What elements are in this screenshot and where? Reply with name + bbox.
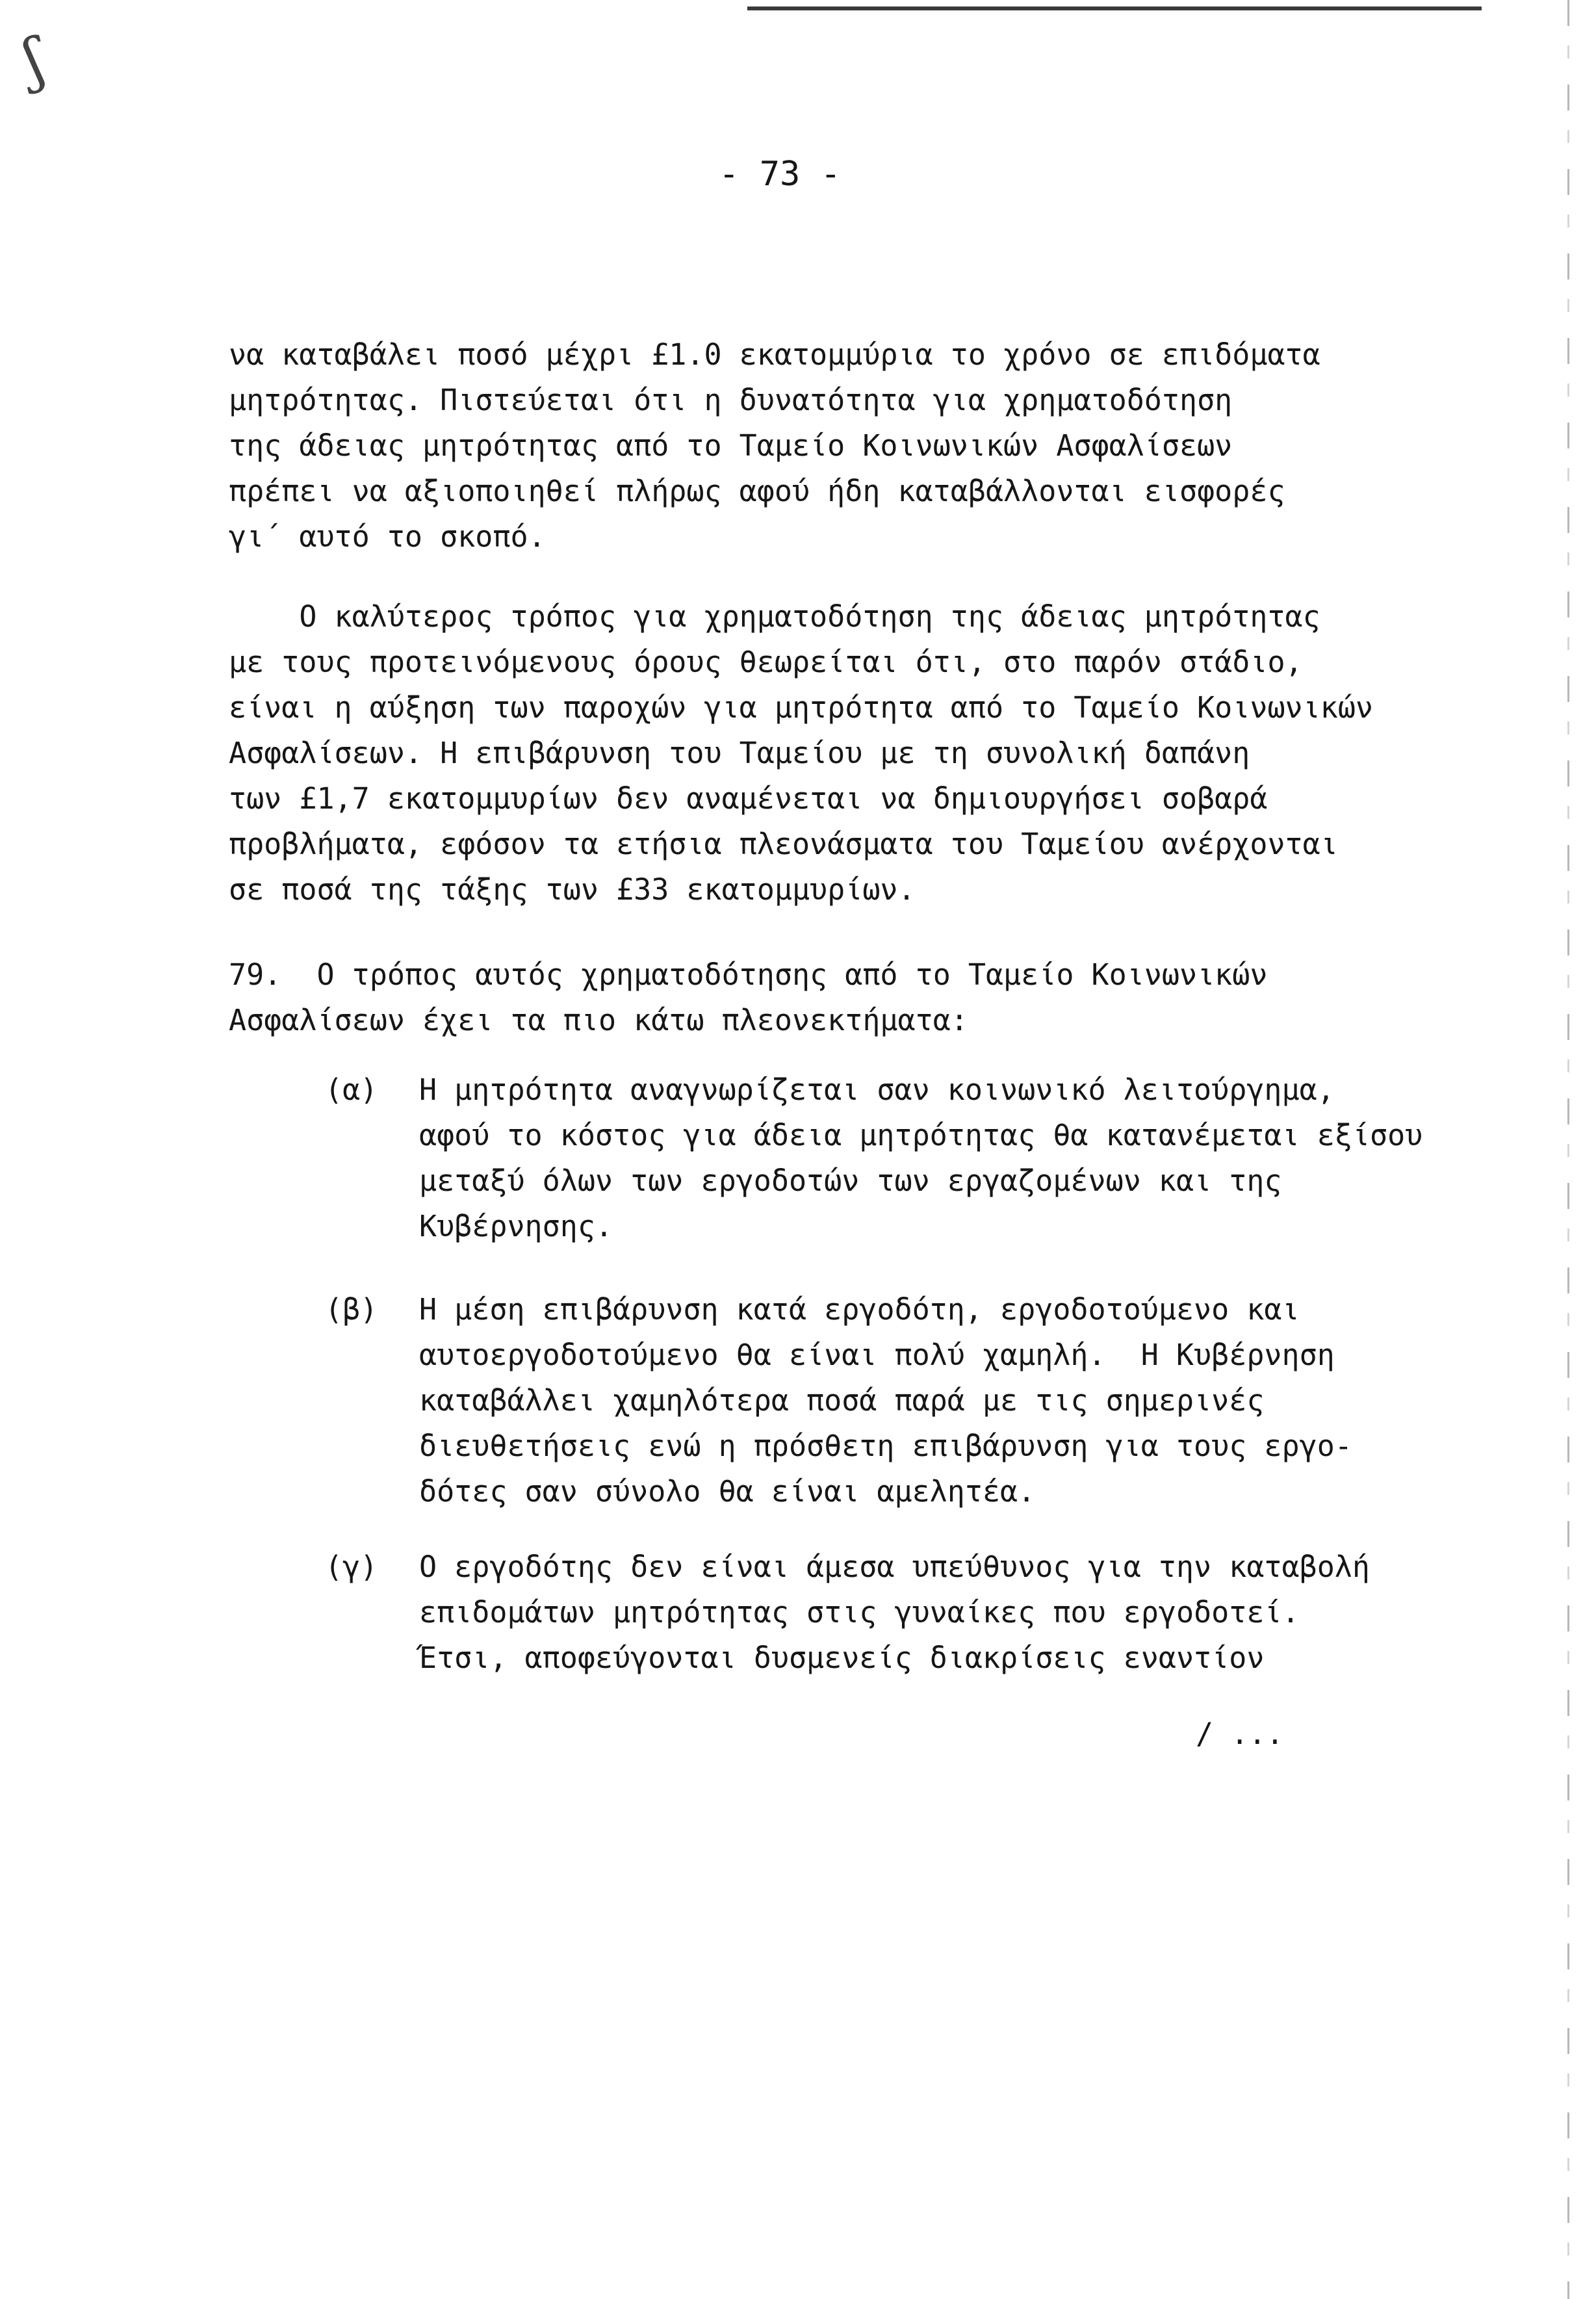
text-line: Η μέση επιβάρυνση κατά εργοδότη, εργοδοτούμενο και <box>419 1292 1300 1327</box>
text-line: Ο εργοδότης δεν είναι άμεσα υπεύθυνος για την καταβολή <box>419 1550 1370 1584</box>
text-line: Ασφαλίσεων έχει τα πιο κάτω πλεονεκτήματα: <box>229 1003 968 1037</box>
text-line: είναι η αύξηση των παροχών για μητρότητα από το Ταμείο Κοινωνικών <box>229 690 1373 725</box>
text-line: των £1,7 εκατομμυρίων δεν αναμένεται να δημιουργήσει σοβαρά <box>229 781 1268 816</box>
text-line: με τους προτεινόμενους όρους θεωρείται ότι, στο παρόν στάδιο, <box>229 645 1303 679</box>
text-line: αυτοεργοδοτούμενο θα είναι πολύ χαμηλή. Η Κυβέρνηση <box>419 1338 1335 1372</box>
text-line: επιδομάτων μητρότητας στις γυναίκες που εργοδοτεί. <box>419 1595 1300 1630</box>
text-line: 79. Ο τρόπος αυτός χρηματοδότησης από το Ταμείο Κοινωνικών <box>229 957 1268 992</box>
scan-mark: ʃ <box>17 25 51 96</box>
text-line: Έτσι, αποφεύγονται δυσμενείς διακρίσεις εναντίον <box>419 1641 1265 1675</box>
text-line: Κυβέρνησης. <box>419 1209 613 1243</box>
text-line: καταβάλλει χαμηλότερα ποσά παρά με τις σημερινές <box>419 1383 1265 1418</box>
text-line: δότες σαν σύνολο θα είναι αμελητέα. <box>419 1474 1036 1509</box>
list-marker: (β) <box>325 1292 378 1327</box>
list-marker: (γ) <box>325 1550 378 1584</box>
text-line: διευθετήσεις ενώ η πρόσθετη επιβάρυνση για τους εργο- <box>419 1429 1352 1463</box>
text-line: να καταβάλει ποσό μέχρι £1.0 εκατομμύρια το χρόνο σε επιδόματα <box>229 337 1320 372</box>
text-line: της άδειας μητρότητας από το Ταμείο Κοινωνικών Ασφαλίσεων <box>229 428 1233 463</box>
text-line: Η μητρότητα αναγνωρίζεται σαν κοινωνικό λειτούργημα, <box>419 1072 1335 1107</box>
text-line: προβλήματα, εφόσον τα ετήσια πλεονάσματα του Ταμείου ανέρχονται <box>229 827 1338 861</box>
text-line: αφού το κόστος για άδεια μητρότητας θα κατανέμεται εξίσου <box>419 1118 1423 1152</box>
text-line: μεταξύ όλων των εργοδοτών των εργαζομένων και της <box>419 1163 1282 1198</box>
top-rule <box>747 6 1482 10</box>
text-line: Ασφαλίσεων. Η επιβάρυνση του Ταμείου με τη συνολική δαπάνη <box>229 736 1250 770</box>
scan-edge <box>1567 0 1569 2299</box>
text-line: Ο καλύτερος τρόπος για χρηματοδότηση της άδειας μητρότητας <box>229 599 1320 634</box>
text-line: γι΄ αυτό το σκοπό. <box>229 519 546 554</box>
text-line: πρέπει να αξιοποιηθεί πλήρως αφού ήδη καταβάλλονται εισφορές <box>229 474 1285 508</box>
text-line: μητρότητας. Πιστεύεται ότι η δυνατότητα για χρηματοδότηση <box>229 383 1233 417</box>
list-marker: (α) <box>325 1072 378 1107</box>
text-line: σε ποσά της τάξης των £33 εκατομμυρίων. <box>229 872 916 907</box>
page-number: - 73 - <box>719 155 841 194</box>
continuation-mark: / ... <box>1196 1717 1284 1751</box>
